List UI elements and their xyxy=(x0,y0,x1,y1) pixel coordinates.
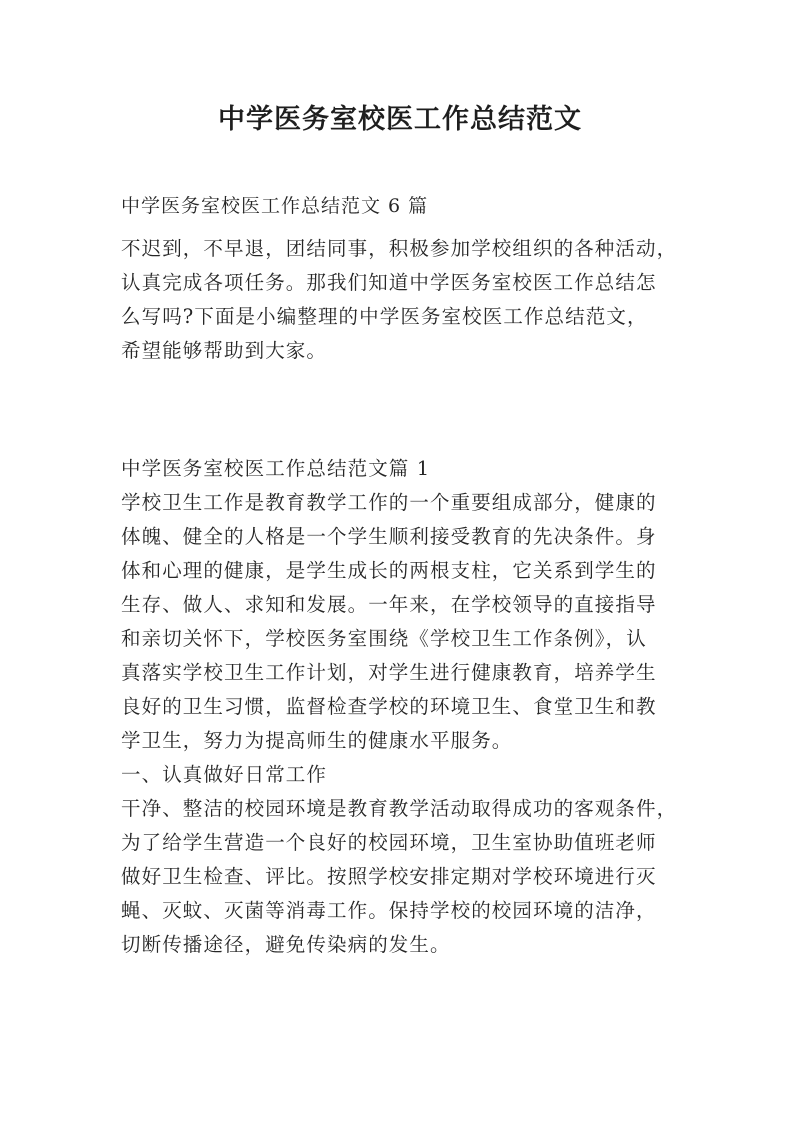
intro-line: 认真完成各项任务。那我们知道中学医务室校医工作总结怎 xyxy=(121,271,657,294)
paragraph-line: 体和心理的健康，是学生成长的两根支柱，它关系到学生的 xyxy=(121,559,657,582)
paragraph-line: 体魄、健全的人格是一个学生顺利接受教育的先决条件。身 xyxy=(121,525,657,548)
paragraph-line: 和亲切关怀下，学校医务室围绕《学校卫生工作条例》，认 xyxy=(121,627,647,650)
paragraph-line: 生存、做人、求知和发展。一年来，在学校领导的直接指导 xyxy=(121,593,657,616)
intro-line: 不迟到，不早退，团结同事，积极参加学校组织的各种活动， xyxy=(121,237,678,260)
paragraph-line: 干净、整洁的校园环境是教育教学活动取得成功的客观条件， xyxy=(121,797,678,820)
paragraph-line: 学校卫生工作是教育教学工作的一个重要组成部分，健康的 xyxy=(121,491,657,514)
paragraph-line: 蝇、灭蚊、灭菌等消毒工作。保持学校的校园环境的洁净， xyxy=(121,899,657,922)
paragraph-line: 为了给学生营造一个良好的校园环境，卫生室协助值班老师 xyxy=(121,831,657,854)
paragraph-line: 良好的卫生习惯，监督检查学校的环境卫生、食堂卫生和教 xyxy=(121,695,657,718)
intro-line: 希望能够帮助到大家。 xyxy=(121,339,328,362)
main-content xyxy=(121,452,691,962)
paragraph-line: 切断传播途径，避免传染病的发生。 xyxy=(121,933,451,956)
sub-heading: 一、认真做好日常工作 xyxy=(121,763,328,786)
paragraph-line: 学卫生，努力为提高师生的健康水平服务。 xyxy=(121,729,513,752)
intro-line: 么写吗?下面是小编整理的中学医务室校医工作总结范文， xyxy=(121,305,648,328)
paragraph-line: 做好卫生检查、评比。按照学校安排定期对学校环境进行灭 xyxy=(121,865,657,888)
document-subtitle: 中学医务室校医工作总结范文 6 篇 xyxy=(121,195,429,217)
intro-paragraph xyxy=(121,232,691,368)
section-heading: 中学医务室校医工作总结范文篇 1 xyxy=(121,457,431,480)
document-title: 中学医务室校医工作总结范文 xyxy=(218,104,582,135)
paragraph-line: 真落实学校卫生工作计划，对学生进行健康教育，培养学生 xyxy=(121,661,657,684)
